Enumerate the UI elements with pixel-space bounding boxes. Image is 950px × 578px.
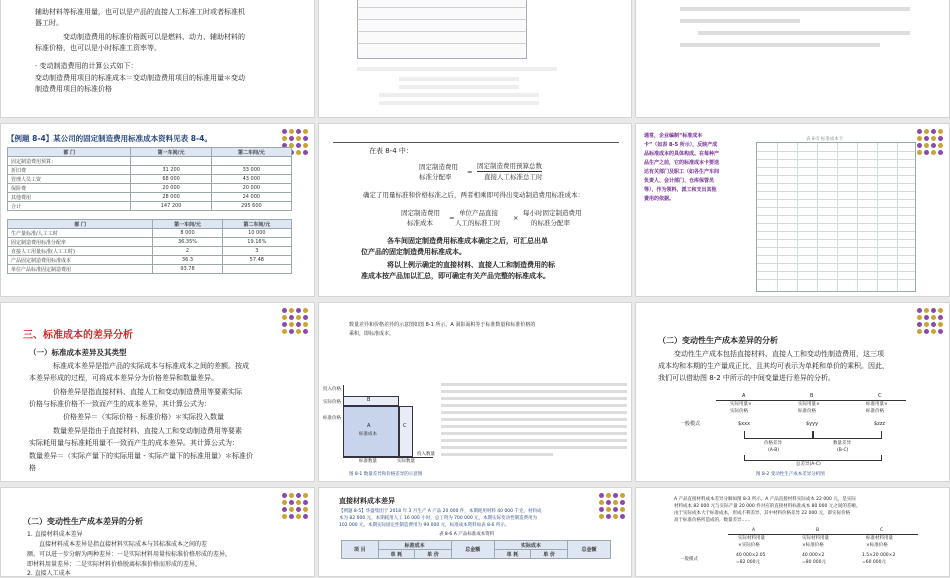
text-line: 等），作为领料、派工和支出其他 [644,187,717,193]
decorative-dot [296,500,301,505]
table-row [8,265,292,274]
area-letter: C [403,423,407,429]
text-line: 变动制造费用的标准价格既可以是燃料、动力、辅助材料的 [63,33,245,41]
table-row [8,238,292,247]
decorative-dot [303,315,308,320]
table-cell: 产品固定制造费用标准成本 [8,256,153,265]
text-line: 本为 82 000 元，本期耗用人工 16 000 小时，总工资为 700 000 元，本期实际变动性制造费用为 [339,516,538,521]
decorative-dot [303,329,308,334]
decorative-dot [282,136,287,141]
decorative-dot [282,514,287,519]
decorative-dot [931,150,936,155]
decorative-dot [931,129,936,134]
a-product-standard-cost-table [341,540,611,559]
decorative-dot [282,308,287,313]
decorative-dot [289,329,294,334]
row-label: 一般模式 [680,421,701,427]
decorative-dot [296,329,301,334]
table-cell: 折旧费 [8,166,131,175]
slide-thumbnail-1[interactable] [0,0,315,118]
formula-term: 的标准分配率 [531,219,570,227]
formula-term: 标准分配率 [419,173,452,181]
column-header: 单 价 [415,550,452,559]
column-header: 部 门 [8,220,153,229]
decorative-dot [282,493,287,498]
formula-term: 实际材料用量 [802,536,829,541]
formula-term: 每小时固定制造费用 [523,209,582,217]
decorative-dot [938,143,943,148]
column-letter: A [752,528,756,533]
slide-thumbnail-8[interactable] [318,302,632,482]
text-line: 变动制造费用项目的标准成本＝变动制造费用项目的标准用量＊变动 [35,74,245,82]
text-line: 将以上例示确定的直接材料、直接人工和制造费用的标 [387,261,555,269]
decorative-dot [606,507,611,512]
decorative-dot [938,329,943,334]
text-line: 负责人、会计部门、仓库保管员 [644,178,715,184]
fixed-overhead-rate-table [7,219,292,274]
column-header: 单 耗 [494,550,531,559]
decorative-dot-grid [917,129,943,155]
decorative-dot [282,507,287,512]
slide-thumbnail-11[interactable] [318,487,632,577]
formula-term: 实际用量× [730,402,752,407]
formula-line: 数量差异＝（实际产量下的实际用量 - 实际产量下的标准用量）＊标准价 [29,452,253,460]
column-header: 实际成本 [494,541,567,550]
area-letter: B [367,397,371,403]
decorative-dot [296,322,301,327]
text-line: 费用的依据。 [644,196,675,202]
formula-term: 标准成本 [407,219,433,227]
axis-label: 标准价格 [323,416,341,421]
column-letter: C [878,393,882,399]
decorative-dot [917,322,922,327]
table-cell: 147 200 [131,202,211,211]
subsection-title: （一）标准成本差异及其类型 [29,348,127,357]
decorative-dot [938,150,943,155]
section-title: 三、标准成本的差异分析 [23,330,133,341]
area-letter: A [367,423,371,429]
decorative-dot [296,514,301,519]
table-row [8,202,292,211]
table-row [8,184,292,193]
table-cell: 生产量标准/人工工时 [8,229,153,238]
slide-thumbnail-7[interactable] [0,302,315,482]
table-cell: 单位产品标准固定制造费用 [8,265,153,274]
text-line: 格 [29,464,36,472]
text-line: 【例题 8-5】华盛集团于 2018 年 3 月生产 A 产品 20 000 件，本期耗用材料 40 000 千克，材料成 [339,509,542,514]
table-cell [222,265,291,274]
table-cell: 20 000 [211,184,291,193]
decorative-dot [606,493,611,498]
formula-term: ×标准价格 [866,543,888,548]
decorative-dot [599,493,604,498]
decorative-dot [303,322,308,327]
decorative-dot [296,308,301,313]
table-cell: 33 000 [211,166,291,175]
decorative-dot [296,493,301,498]
column-header: 第一车间/元 [153,220,222,229]
decorative-dot [289,308,294,313]
text-line: 辅助材料等标准用量，也可以是产品的直接人工标准工时或者标准机 [35,8,245,16]
bracket-B-C [813,431,882,439]
table-row [8,256,292,265]
decorative-dot [303,308,308,313]
formula-numerator: 固定制造费用预算总数 [477,162,542,170]
decorative-dot [931,136,936,141]
decorative-dot [613,500,618,505]
decorative-dot-grid [282,308,308,334]
decorative-dot [599,507,604,512]
table-cell: 20 000 [131,184,211,193]
formula-term: 单位产品直接 [459,209,498,217]
row-label: 一般模式 [680,557,698,562]
text-line: 额。可以进一步分解为两种差异：一是实际材料用量按标准价格形成的差异， [27,551,232,558]
decorative-dot [938,322,943,327]
decorative-dot [296,507,301,512]
slide-thumbnail-2[interactable] [318,0,632,118]
decorative-dot [289,136,294,141]
column-header: 标准成本 [378,541,451,550]
text-line: 1. 直接材料成本差异 [27,531,83,538]
decorative-dot [938,136,943,141]
column-letter: B [816,528,820,533]
decorative-dot [917,143,922,148]
formula-term: 固定制造费用 [419,163,458,171]
decorative-dot [931,329,936,334]
table-caption: 表 8-5 标准成本卡 [806,137,844,142]
table-cell: 19.16% [222,238,291,247]
formula-term: ×标准价格 [802,543,824,548]
table-cell: 36.35% [153,238,222,247]
decorative-dot [599,514,604,519]
text-line: 价格与标准价格不一致而产生的成本差异，其计算公式为： [29,400,211,408]
explanation-text [441,383,627,460]
decorative-dot [606,500,611,505]
decorative-dot [917,150,922,155]
slide-thumbnail-6[interactable] [635,123,950,297]
equals-sign: = [449,214,455,222]
decorative-dot [924,150,929,155]
text-line: 器工时。 [35,19,63,27]
decorative-dot [613,493,618,498]
decorative-dot [303,493,308,498]
table-row [8,247,292,256]
table-cell: 管理人员工资 [8,175,131,184]
decorative-dot-grid [917,308,943,334]
formula-mark: $zzz [874,421,886,427]
decorative-dot-grid [282,493,308,519]
decorative-dot [917,136,922,141]
column-letter: C [880,528,884,533]
section-title: 直接材料成本差异 [339,497,395,505]
text-line: 价格差异是指直接材料、直接人工和变动制造费用等要素实际 [53,388,242,396]
value: =60 000元 [862,560,887,565]
decorative-dot [282,329,287,334]
decorative-dot [931,308,936,313]
text-line: 本差异形成的过程，可将成本差异分为价格差异和数量差异。 [29,374,218,382]
slide-thumbnail-9[interactable] [635,302,950,482]
slide-thumbnail-12[interactable] [635,487,950,577]
decorative-dot [303,129,308,134]
standard-cost-card-description [644,132,752,204]
table-caption: 表 8-6 A 产品标准成本资料 [439,532,495,537]
table-cell: 保险费 [8,184,131,193]
figure-caption: 图 8-2 变动性生产成本差异分析图 [756,472,825,477]
formula-term: 标准用量× [866,402,888,407]
decorative-dot [599,500,604,505]
decorative-dot [917,315,922,320]
formula-term: 固定制造费用 [401,209,440,217]
table-cell: 固定制造费用标准分配率 [8,238,153,247]
decorative-dot [931,322,936,327]
decorative-dot [282,315,287,320]
text-line: 数量差异和价格差异的示意图如图 8-1 所示。A 洞影面积等于标准数量和标准价格的 [349,322,536,328]
value: =80 000元 [802,560,827,565]
value: =82 000元 [736,560,761,565]
table-cell: 24 000 [211,193,291,202]
decorative-dot [620,493,625,498]
variance-label: (B-C) [837,448,849,453]
decorative-dot [917,308,922,313]
table-cell: 8 000 [153,229,222,238]
text-line: 高于标准价格所造成的，数量差异…… [674,518,751,523]
decorative-dot [931,143,936,148]
text-line: 在表 8-4 中： [369,147,413,155]
formula-term: 实际价格 [730,409,748,414]
decorative-dot [303,500,308,505]
formula-mark: $xxx [738,421,751,427]
decorative-dot [620,507,625,512]
text-line: 卡”（如表 8-5 所示），反映产成 [644,142,718,148]
axis-label: 投入价格 [323,387,341,392]
decorative-dot [613,514,618,519]
slide-thumbnail-5[interactable] [318,123,632,297]
decorative-dot [938,315,943,320]
text-line: 达有关部门及职工（如各生产车间 [644,169,720,175]
decorative-dot [289,315,294,320]
table-cell: 93.78 [153,265,222,274]
decorative-dot [303,143,308,148]
decorative-dot [289,507,294,512]
decorative-dot [917,329,922,334]
table-snapshot [357,0,527,59]
table-row [8,157,292,166]
column-header: 部 门 [8,148,131,157]
decorative-dot [931,315,936,320]
column-header: 第一车间/元 [131,148,211,157]
table-cell [211,157,291,166]
formula-term: ×实际价格 [738,543,760,548]
decorative-dot [289,500,294,505]
table-cell: 合计 [8,202,131,211]
text-line: 乘积，即标准成本。 [349,331,395,337]
text-line: 品生产之前，它的标准成本卡要送 [644,160,720,166]
axis-label: 投入数量 [417,452,435,457]
decorative-dot [296,136,301,141]
decorative-dot [620,514,625,519]
variance-label: 总差异(A-C) [796,462,821,467]
slide-thumbnail-10[interactable] [0,487,315,577]
value: 1.5×20 000×2 [862,553,896,558]
table-cell: 其他费用 [8,193,131,202]
decorative-dot [924,129,929,134]
decorative-dot [296,129,301,134]
text-line: 实际耗用量与标准耗用量不一致而产生的成本差异。其计算公式为： [29,439,239,447]
figure-caption: 图 8-1 数量差异和价格差异的示意图 [349,472,423,477]
text-line: 通常，企业编制“标准成本 [644,133,703,139]
example-title: 【例题 8-4】某公司的固定制造费用标准成本资料见表 8-4。 [7,134,212,143]
equals-sign: = [467,168,473,176]
text-line: 2. 直接人工成本 [27,570,71,577]
table-row [8,229,292,238]
axis-label: 标准数量 [359,459,377,464]
text-line: 各车间固定制造费用标准成本确定之后，可汇总出单 [387,237,548,245]
table-row [8,193,292,202]
bracket-A-B [744,431,813,439]
decorative-dot [924,315,929,320]
table-cell: 31 200 [131,166,211,175]
column-letter: B [810,393,814,399]
fixed-overhead-table [7,147,292,211]
decorative-dot [938,308,943,313]
axis-label: 实际数量 [397,459,415,464]
text-line: · 变动制造费用的计算公式如下： [35,62,138,70]
text-line: 制造费用项目的标准价格 [35,85,112,93]
decorative-dot [296,150,301,155]
column-letter: A [742,393,746,399]
text-line: 材料成本 82 000 元与实际产量 20 000 件对应的直接材料标准成本 80 000 元之间的差额。 [674,504,861,509]
times-sign: × [513,214,519,222]
text-line: 直接材料成本差异是指直接材料实际成本与其标准成本之间的差 [39,541,208,548]
decorative-dot [303,136,308,141]
table-cell: 28 000 [131,193,211,202]
decorative-dot [289,322,294,327]
text-line: 数量差异是指由于直接材料、直接人工和变动制造费用等要素 [53,427,242,435]
text-line: 即材料用量差异；二是实际材料价格脱离标准价格而形成的差异， [27,561,202,568]
table-row [8,175,292,184]
text-line: 标准价格，也可以是小时标准工资率等。 [35,44,161,52]
decorative-dot [620,500,625,505]
text-line: 标准成本差异是指产品的实际成本与标准成本之间的差额。按成 [53,362,249,370]
column-header: 项 目 [342,541,379,559]
decorative-dot [924,322,929,327]
slide-thumbnail-4[interactable] [0,123,315,297]
text-line: 位产品的固定制造费用标准成本。 [361,248,466,256]
axis-label: 实际价格 [323,400,341,405]
table-cell: 直接人工用量标准(人工工时) [8,247,153,256]
text-line: 确定了用量标准和价格标准之后，两者相乘即可得出变动制造费用标准成本： [363,191,584,199]
decorative-dot [613,507,618,512]
formula-mark: $yyy [806,421,819,427]
formula-term: 标准价格 [866,409,884,414]
text-line: 变动性生产成本包括直接材料、直接人工和变动性制造费用，这三项 [674,350,884,358]
column-header: 单 耗 [378,550,415,559]
formula-denominator: 直接人工标准总工时 [484,173,543,181]
decorative-dot [303,507,308,512]
table-cell: 295 600 [211,202,291,211]
decorative-dot [303,514,308,519]
table-cell: 68 000 [131,175,211,184]
table-cell [131,157,211,166]
decorative-dot [924,329,929,334]
variance-label: (A-B) [768,448,780,453]
formula-term: 标准材料用量 [866,536,893,541]
table-cell: 57.48 [222,256,291,265]
text-line: A 产品直接材料成本差异分解如图 8-3 所示。A 产品直接材料实际成本 22 000 元，是实际 [674,497,856,502]
slide-thumbnail-3[interactable] [635,0,950,118]
section-title: （二）变动性生产成本差异的分析 [23,517,143,526]
decorative-dot [289,493,294,498]
decorative-dot [289,129,294,134]
decorative-dot [282,129,287,134]
decorative-dot [303,150,308,155]
decorative-dot [282,500,287,505]
column-header: 第二车间/元 [211,148,291,157]
table-row [8,166,292,175]
section-title: （二）变动性生产成本差异的分析 [658,336,778,345]
decorative-dot [606,514,611,519]
standard-cost-card-table [756,142,916,292]
text-line: 我们可以借助图 8-2 中所示的中间变量进行差异的分析。 [658,374,835,382]
formula-term: 标准价格 [798,409,816,414]
table-cell: 36.3 [153,256,222,265]
formula-term: 实际材料用量 [738,536,765,541]
column-header: 总金额 [451,541,494,559]
quantity-variance-area-C [399,406,413,457]
table-cell: 固定制造费用预算： [8,157,131,166]
decorative-dot [296,315,301,320]
decorative-dot [938,129,943,134]
table-cell: 10 000 [222,229,291,238]
variance-label: 数量差异 [833,441,851,446]
value: 40 000×2.05 [736,553,766,558]
table-cell: 3 [222,247,291,256]
table-cell: 2 [153,247,222,256]
decorative-dot-grid [599,493,625,519]
formula-line: 价格差异＝（实际价格 - 标准价格）＊实际投入数量 [63,413,224,421]
decorative-dot [924,143,929,148]
decorative-dot [917,129,922,134]
formula-term: 实际用量× [798,402,820,407]
decorative-dot [282,322,287,327]
decorative-dot [924,136,929,141]
value: 40 000×2 [802,553,825,558]
text-line: 成本均和本期的生产量成正比，且其均可表示为单耗和单价的乘积。因此， [658,362,889,370]
text-line: 102 000 元。本期实际固定性制造费用为 99 000 元，标准成本资料如表 8-6 所示。 [339,523,510,528]
decorative-dot [924,308,929,313]
price-variance-area-B [343,396,399,406]
text-line: 由于实际成本大于标准成本，形成不利差异，其中材料价格差异 22 000 元，即实际价格 [674,511,851,516]
table-cell: 43 000 [211,175,291,184]
area-label: 标准成本 [359,432,377,437]
formula-term: 人工的标准工时 [455,219,501,227]
decorative-dot [296,143,301,148]
text-line: 品标准成本的具体构成。在每种产 [644,151,720,157]
column-header: 总金额 [567,541,610,559]
decorative-dot [289,514,294,519]
variance-label: 价格差异 [764,441,782,446]
text-line: 准成本按产品加以汇总，即可确定有关产品完整的标准成本。 [361,272,550,280]
column-header: 单 价 [531,550,568,559]
column-header: 第二车间/元 [222,220,291,229]
